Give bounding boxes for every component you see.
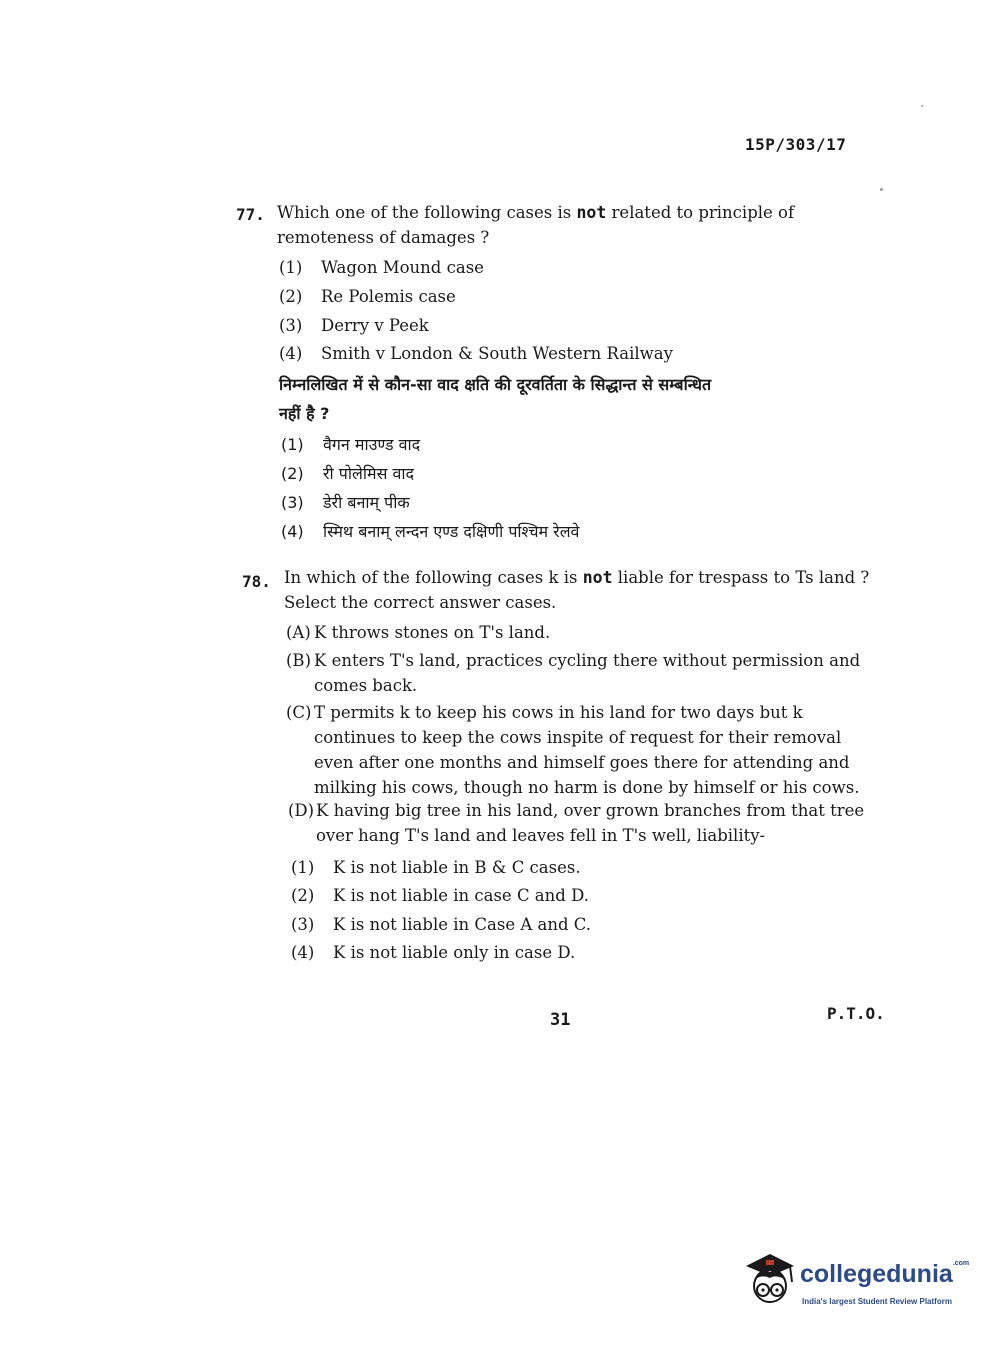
mascot-icon — [740, 1250, 800, 1312]
pto-label: P.T.O. — [827, 1004, 885, 1023]
option-4: (4) K is not liable only in case D. — [291, 943, 576, 962]
scan-speck — [880, 188, 883, 191]
hindi-question-text: निम्नलिखित में से कौन-सा वाद क्षति की दूरवर्तिता के सिद्धान्त से सम्बन्धित — [279, 375, 712, 394]
statement-d: (D) K having big tree in his land, over grown branches from that tree over hang T's land and leaves fell in T's well, liability- — [288, 801, 865, 845]
option-1: (1) K is not liable in B & C cases. — [291, 858, 581, 877]
logo-tagline: India's largest Student Review Platform — [802, 1297, 952, 1306]
hindi-question-text-line2: नहीं है ? — [279, 404, 330, 423]
question-text: Which one of the following cases is not related to principle of — [277, 203, 795, 222]
option-2: (2) K is not liable in case C and D. — [291, 886, 589, 905]
option-3: (3) Derry v Peek — [279, 316, 429, 335]
hindi-option-2: (2) री पोलेमिस वाद — [281, 464, 415, 483]
logo-wordmark: collegedunia — [800, 1260, 953, 1288]
collegedunia-logo[interactable] — [740, 1250, 980, 1320]
option-4: (4) Smith v London & South Western Railway — [279, 344, 673, 363]
question-text: In which of the following cases k is not liable for trespass to Ts land ? — [284, 568, 870, 587]
question-number: 77. — [236, 205, 265, 224]
option-1: (1) Wagon Mound case — [279, 258, 484, 277]
scan-speck — [921, 105, 923, 107]
page-number: 31 — [550, 1010, 571, 1030]
logo-suffix: .com — [952, 1260, 970, 1267]
hindi-option-4: (4) स्मिथ बनाम् लन्दन एण्ड दक्षिणी पश्चिम रेलवे — [281, 522, 580, 541]
emphasis-not: not — [576, 203, 607, 222]
hindi-option-1: (1) वैगन माउण्ड वाद — [281, 435, 421, 454]
question-number: 78. — [242, 572, 271, 591]
statement-c: (C) T permits k to keep his cows in his land for two days but k continues to keep the cows inspite of request for their removal even after one months and himself goes there for attending and milking his cows, though no harm is done by himself or his cows. — [286, 703, 860, 797]
question-text-line2: Select the correct answer cases. — [284, 593, 557, 612]
statement-a: (A) K throws stones on T's land. — [286, 623, 551, 642]
hindi-option-3: (3) डेरी बनाम् पीक — [281, 493, 410, 512]
option-3: (3) K is not liable in Case A and C. — [291, 915, 592, 934]
statement-b: (B) K enters T's land, practices cycling there without permission and comes back. — [286, 651, 861, 695]
option-2: (2) Re Polemis case — [279, 287, 456, 306]
emphasis-not: not — [582, 568, 613, 587]
paper-code: 15P/303/17 — [745, 135, 847, 154]
question-text-line2: remoteness of damages ? — [277, 228, 490, 247]
